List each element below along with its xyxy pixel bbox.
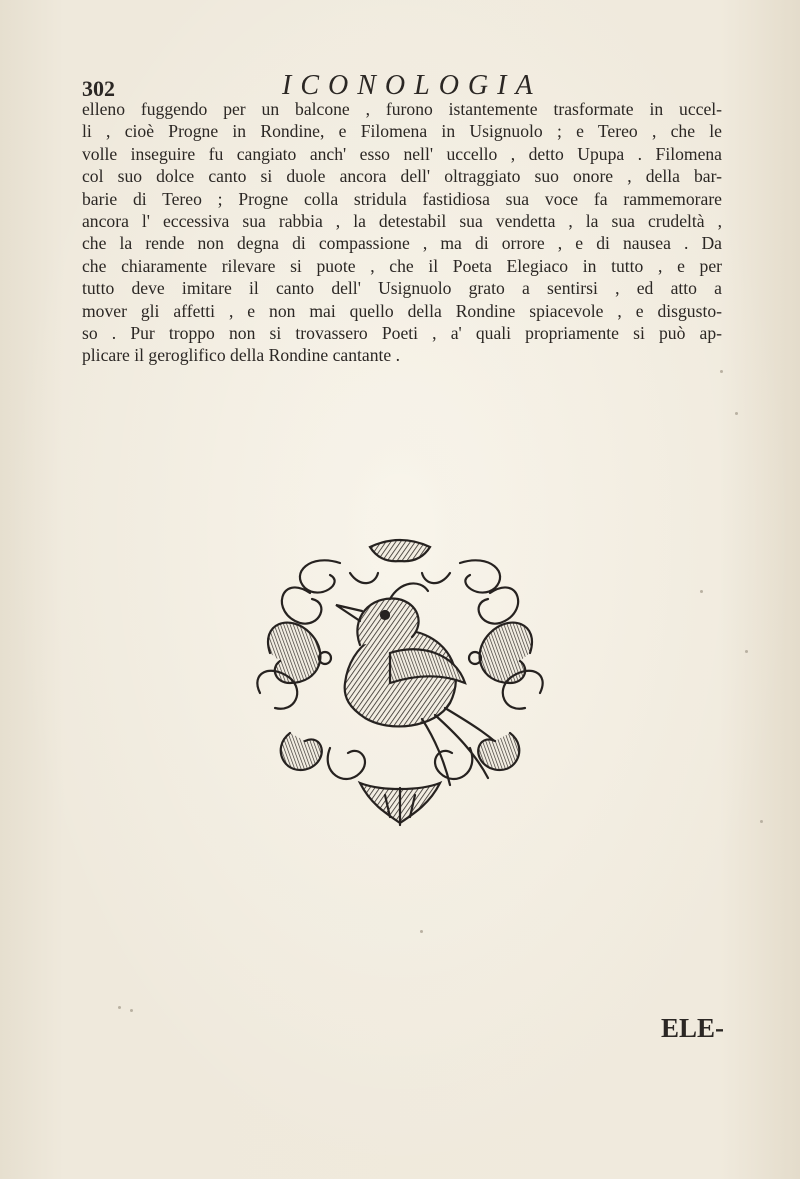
text-line: col suo dolce canto si duole ancora dell' oltraggiato suo onore , della bar- [82,166,722,187]
page-number: 302 [82,76,115,101]
text-line: barie di Tereo ; Progne colla stridula fastidiosa sua voce fa rammemorare [82,188,722,209]
text-line: li , cioè Progne in Rondine, e Filomena in Usignuolo ; e Tereo , che le [82,121,722,142]
ornamental-bird-engraving-icon [250,533,550,833]
text-line: tutto deve imitare il canto dell' Usignuolo grato a sentirsi , ed atto a [82,278,722,299]
text-line: mover gli affetti , e non mai quello della Rondine spiacevole , e disgusto- [82,300,722,321]
text-line: ancora l' eccessiva sua rabbia , la detestabil sua vendetta , la sua crudeltà , [82,211,722,232]
catchword: ELE- [661,1013,725,1043]
body-text [82,98,722,367]
text-line: plicare il geroglifico della Rondine cantante . [82,345,401,366]
text-line: che chiaramente rilevare si puote , che il Poeta Elegiaco in tutto , e per [82,255,722,276]
text-line: so . Pur troppo non si trovassero Poeti , a' quali propriamente si può ap- [82,323,722,344]
text-line: che la rende non degna di compassione , ma di orrore , e di nausea . Da [82,233,722,254]
text-line: elleno fuggendo per un balcone , furono istantemente trasformate in uccel- [82,99,722,119]
text-line: volle inseguire fu cangiato anch' esso nell' uccello , detto Upupa . Filomena [82,143,722,164]
section-title: ICONOLOGIA [282,70,542,101]
